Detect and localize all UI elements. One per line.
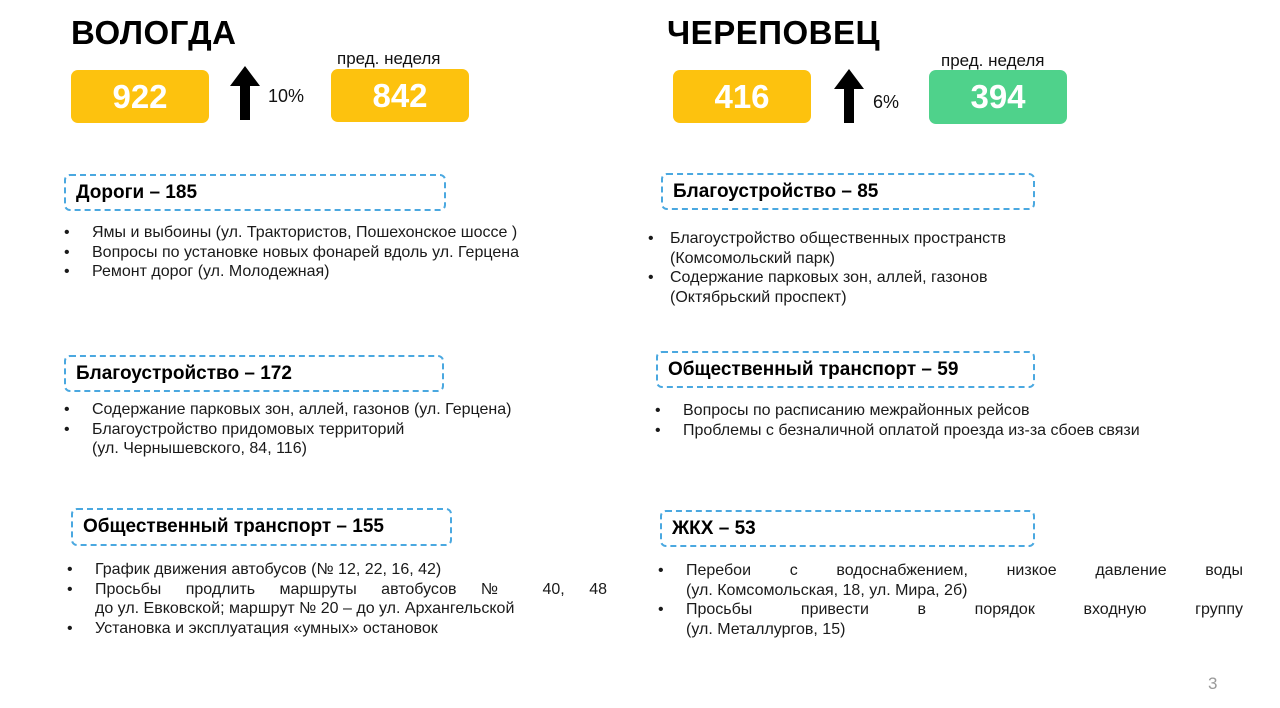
current-count-cherepovets: 416 xyxy=(673,70,811,123)
category-items xyxy=(646,229,1246,307)
city-title-cherepovets: ЧЕРЕПОВЕЦ xyxy=(667,14,881,51)
category-title: Благоустройство – 85 xyxy=(661,173,1035,210)
list-item: • Содержание парковых зон, аллей, газонов (ул. Герцена) xyxy=(62,400,622,420)
arrow-up-icon xyxy=(230,66,260,120)
arrow-up-icon xyxy=(834,69,864,123)
list-item: • Вопросы по расписанию межрайонных рейсов xyxy=(653,401,1253,421)
list-item-continuation: (Комсомольский парк) xyxy=(670,249,835,267)
category-items xyxy=(62,223,622,282)
list-item: • Просьбы привести в порядок входную группу xyxy=(656,600,1243,620)
category-items xyxy=(656,561,1243,639)
list-item: • Благоустройство общественных пространств xyxy=(646,229,1246,249)
category-title: ЖКХ – 53 xyxy=(660,510,1035,547)
city-title-vologda: ВОЛОГДА xyxy=(71,14,237,51)
page-number: 3 xyxy=(1208,674,1218,693)
list-item: • Перебои с водоснабжением, низкое давление воды xyxy=(656,561,1243,581)
prev-week-label-vologda: пред. неделя xyxy=(337,49,441,68)
list-item: • Проблемы с безналичной оплатой проезда из-за сбоев связи xyxy=(653,421,1253,441)
list-item: • Просьбы продлить маршруты автобусов № 40, 48 xyxy=(65,580,607,600)
list-item: • Установка и эксплуатация «умных» остановок xyxy=(65,619,607,639)
list-item: • Ремонт дорог (ул. Молодежная) xyxy=(62,262,622,282)
list-item: • Благоустройство придомовых территорий xyxy=(62,420,622,440)
list-item-continuation: (ул. Металлургов, 15) xyxy=(686,620,846,638)
prev-week-label-cherepovets: пред. неделя xyxy=(941,51,1045,70)
list-item-continuation: до ул. Евковской; маршрут № 20 – до ул. Архангельской xyxy=(95,600,515,617)
prev-count-vologda: 842 xyxy=(331,69,469,122)
list-item-continuation: (Октябрьский проспект) xyxy=(670,288,847,306)
list-item: • Вопросы по установке новых фонарей вдоль ул. Герцена xyxy=(62,243,622,263)
category-items xyxy=(62,400,622,459)
prev-count-cherepovets: 394 xyxy=(929,70,1067,124)
category-items xyxy=(653,401,1253,440)
change-percent-vologda: 10% xyxy=(268,86,305,106)
change-percent-cherepovets: 6% xyxy=(873,92,900,112)
list-item: • Ямы и выбоины (ул. Трактористов, Пошехонское шоссе ) xyxy=(62,223,622,243)
list-item-continuation: (ул. Чернышевского, 84, 116) xyxy=(92,440,307,457)
list-item: • Содержание парковых зон, аллей, газонов xyxy=(646,268,1246,288)
category-title: Общественный транспорт – 155 xyxy=(71,508,452,546)
list-item-continuation: (ул. Комсомольская, 18, ул. Мира, 2б) xyxy=(686,581,968,599)
current-count-vologda: 922 xyxy=(71,70,209,123)
category-items xyxy=(65,560,607,638)
list-item: • График движения автобусов (№ 12, 22, 16, 42) xyxy=(65,560,607,580)
category-title: Общественный транспорт – 59 xyxy=(656,351,1035,388)
category-title: Дороги – 185 xyxy=(64,174,446,211)
category-title: Благоустройство – 172 xyxy=(64,355,444,392)
